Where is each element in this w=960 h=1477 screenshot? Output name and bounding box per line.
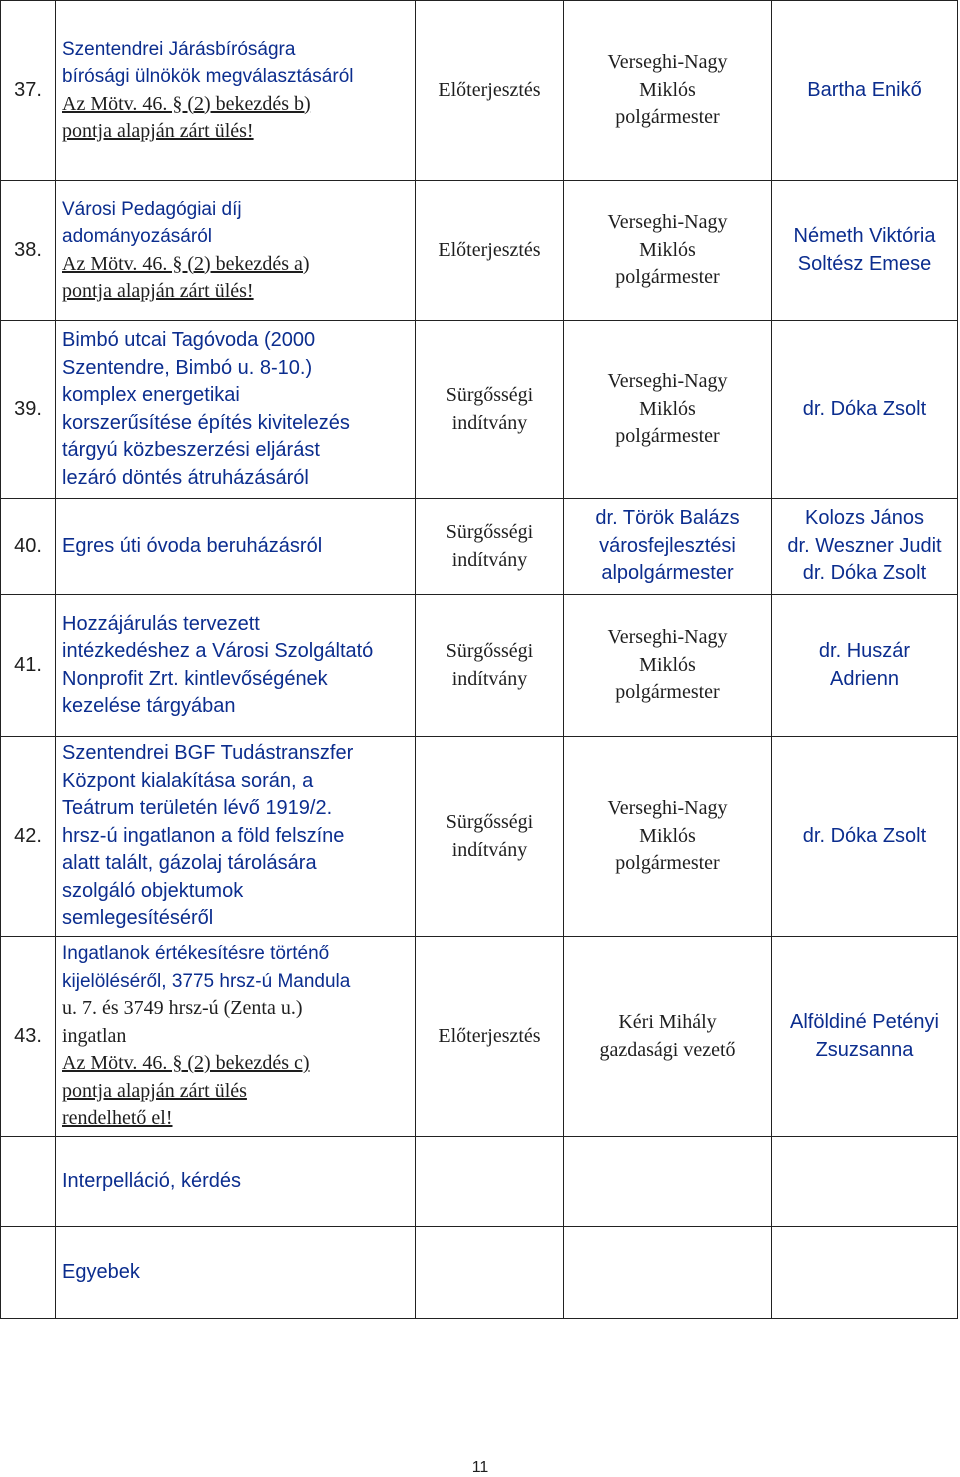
topic-line: Ingatlanok értékesítésre történő: [62, 943, 330, 965]
item-rapporteur: dr. Dóka Zsolt: [772, 737, 958, 937]
item-topic: [56, 499, 416, 595]
rapporteur-line: Németh Viktória: [793, 225, 936, 247]
topic-line: kezelése tárgyában: [62, 695, 236, 717]
topic-line: intézkedéshez a Városi Szolgáltató: [62, 640, 374, 662]
presenter-line: Verseghi-Nagy: [607, 797, 728, 820]
item-topic: [56, 595, 416, 737]
item-rapporteur: [772, 937, 958, 1137]
rapporteur-line: dr. Dóka Zsolt: [802, 562, 927, 585]
topic-line: korszerűsítése építés kivitelezés: [62, 411, 350, 434]
topic-line: Hozzájárulás tervezett: [62, 612, 260, 635]
presenter-line: Miklós: [639, 824, 696, 847]
item-type: Előterjesztés: [416, 181, 564, 321]
agenda-row-40: [1, 499, 958, 595]
closed-session-note: pontja alapján zárt ülés!: [62, 120, 254, 142]
agenda-row-41: [1, 595, 958, 737]
presenter-line: Miklós: [639, 78, 696, 101]
closed-session-note: pontja alapján zárt ülés: [62, 1079, 247, 1102]
item-presenter-empty: [564, 1137, 772, 1227]
item-number: 41.: [1, 595, 56, 737]
rapporteur-line: Adrienn: [830, 667, 899, 690]
topic-line: Bimbó utcai Tagóvoda (2000: [62, 329, 316, 351]
item-topic: Interpelláció, kérdés: [56, 1137, 416, 1227]
presenter-line: polgármester: [615, 106, 720, 129]
topic-line: Városi Pedagógiai díj: [62, 198, 242, 220]
topic-line: kijelöléséről, 3775 hrsz-ú Mandula: [62, 970, 351, 992]
topic-line: Szentendrei BGF Tudástranszfer: [62, 742, 354, 765]
item-number-empty: [1, 1137, 56, 1227]
topic-line: adományozásáról: [62, 226, 212, 247]
presenter-line: Miklós: [639, 397, 696, 420]
rapporteur-line: dr. Weszner Judit: [787, 534, 942, 557]
presenter-line: városfejlesztési: [599, 534, 736, 557]
item-rapporteur: [772, 595, 958, 737]
item-presenter: [564, 937, 772, 1137]
item-type: Előterjesztés: [416, 937, 564, 1137]
item-topic: [56, 937, 416, 1137]
presenter-line: gazdasági vezető: [599, 1038, 736, 1061]
rapporteur-line: dr. Huszár: [818, 640, 911, 662]
item-type: [416, 595, 564, 737]
item-presenter: [564, 737, 772, 937]
topic-line: u. 7. és 3749 hrsz-ú (Zenta u.): [62, 997, 303, 1020]
agenda-row-interpellation: [1, 1137, 958, 1227]
rapporteur-line: Soltész Emese: [797, 252, 932, 275]
item-type-empty: [416, 1137, 564, 1227]
presenter-line: Miklós: [639, 653, 696, 676]
presenter-line: polgármester: [615, 266, 720, 289]
item-type: Előterjesztés: [416, 1, 564, 181]
topic-line: Szentendre, Bimbó u. 8-10.): [62, 356, 313, 379]
topic-line: komplex energetikai: [62, 384, 240, 406]
closed-session-note: Az Mötv. 46. § (2) bekezdés c): [62, 1052, 310, 1075]
type-line: Sürgősségi: [445, 640, 534, 662]
item-presenter: [564, 499, 772, 595]
item-presenter-empty: [564, 1227, 772, 1319]
type-line: Sürgősségi: [445, 811, 534, 833]
presenter-line: Verseghi-Nagy: [607, 370, 728, 393]
item-topic: Egyebek: [56, 1227, 416, 1319]
presenter-line: Verseghi-Nagy: [607, 51, 728, 74]
item-rapporteur-empty: [772, 1227, 958, 1319]
type-line: indítvány: [451, 838, 528, 861]
rapporteur-line: Kolozs János: [805, 507, 924, 530]
closed-session-note: Az Mötv. 46. § (2) bekezdés b): [62, 92, 311, 115]
rapporteur-line: Zsuzsanna: [815, 1038, 914, 1061]
item-topic: [56, 181, 416, 321]
item-number: 38.: [1, 181, 56, 321]
item-presenter: [564, 1, 772, 181]
presenter-line: Verseghi-Nagy: [607, 626, 728, 649]
agenda-row-38: [1, 181, 958, 321]
item-presenter: [564, 321, 772, 499]
type-line: indítvány: [451, 667, 528, 690]
type-line: indítvány: [451, 411, 528, 434]
closed-session-note: pontja alapján zárt ülés!: [62, 280, 254, 302]
item-number: 40.: [1, 499, 56, 595]
item-number: 37.: [1, 1, 56, 181]
rapporteur-line: Alföldiné Petényi: [790, 1011, 939, 1033]
item-number: 42.: [1, 737, 56, 937]
item-presenter: [564, 181, 772, 321]
item-rapporteur: [772, 181, 958, 321]
closed-session-note: Az Mötv. 46. § (2) bekezdés a): [62, 252, 310, 275]
item-rapporteur: [772, 499, 958, 595]
topic-line: Központ kialakítása során, a: [62, 769, 314, 792]
topic-line: semlegesítéséről: [62, 907, 214, 930]
agenda-row-other: [1, 1227, 958, 1319]
presenter-line: Miklós: [639, 238, 696, 261]
presenter-line: polgármester: [615, 852, 720, 875]
item-type-empty: [416, 1227, 564, 1319]
topic-line: tárgyú közbeszerzési eljárást: [62, 439, 320, 461]
topic-line: Teátrum területén lévő 1919/2.: [62, 797, 333, 820]
item-presenter: [564, 595, 772, 737]
topic-line: lezáró döntés átruházásáról: [62, 466, 309, 489]
page-number: 11: [471, 1459, 489, 1476]
presenter-line: dr. Török Balázs: [595, 507, 740, 530]
presenter-line: Kéri Mihály: [618, 1011, 717, 1033]
agenda-row-39: [1, 321, 958, 499]
item-number: 39.: [1, 321, 56, 499]
topic-line: ingatlan: [62, 1024, 127, 1047]
type-line: indítvány: [451, 548, 528, 571]
presenter-line: Verseghi-Nagy: [607, 211, 728, 234]
item-type: [416, 499, 564, 595]
item-number-empty: [1, 1227, 56, 1319]
item-topic: [56, 321, 416, 499]
topic-line: Egres úti óvoda beruházásról: [62, 534, 323, 557]
presenter-line: alpolgármester: [601, 562, 734, 585]
item-rapporteur: Bartha Enikő: [772, 1, 958, 181]
item-topic: [56, 1, 416, 181]
agenda-row-43: [1, 937, 958, 1137]
agenda-row-42: [1, 737, 958, 937]
item-type: [416, 321, 564, 499]
item-topic: [56, 737, 416, 937]
item-type: [416, 737, 564, 937]
presenter-line: polgármester: [615, 681, 720, 704]
topic-line: Szentendrei Járásbíróságra: [62, 38, 296, 60]
item-rapporteur-empty: [772, 1137, 958, 1227]
closed-session-note: rendelhető el!: [62, 1107, 173, 1130]
topic-line: alatt talált, gázolaj tárolására: [62, 852, 317, 875]
type-line: Sürgősségi: [445, 521, 534, 543]
item-rapporteur: dr. Dóka Zsolt: [772, 321, 958, 499]
topic-line: Nonprofit Zrt. kintlevőségének: [62, 667, 328, 690]
agenda-row-37: [1, 1, 958, 181]
topic-line: szolgáló objektumok: [62, 879, 244, 902]
item-number: 43.: [1, 937, 56, 1137]
topic-line: bírósági ülnökök megválasztásáról: [62, 66, 354, 87]
type-line: Sürgősségi: [445, 384, 534, 406]
topic-line: hrsz-ú ingatlanon a föld felszíne: [62, 824, 345, 847]
presenter-line: polgármester: [615, 425, 720, 448]
